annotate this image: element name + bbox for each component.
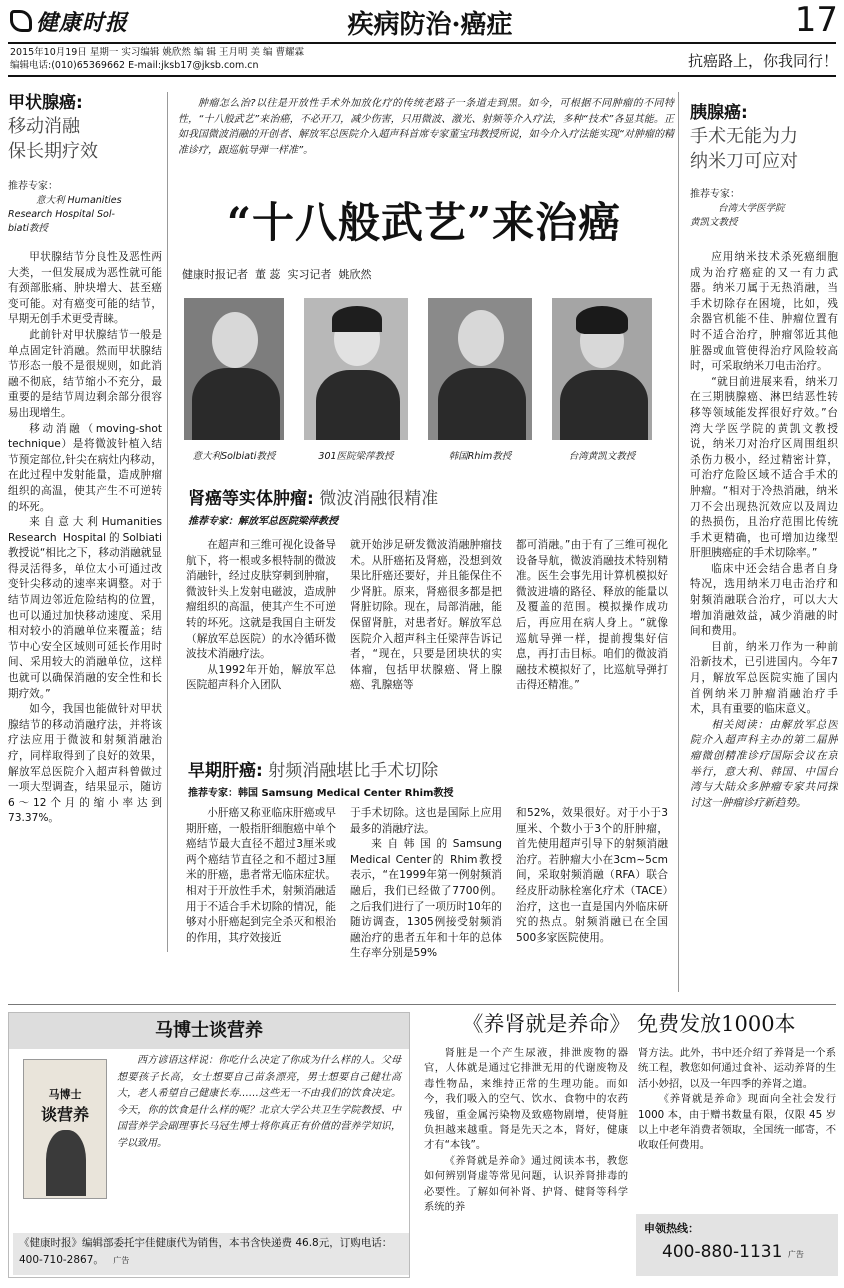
pancreas-subheading-2: 纳米刀可应对 — [690, 151, 798, 172]
paragraph: 就开始涉足研发微波消融肿瘤技术。从肝癌拓及肾癌，没想到效果比肝癌还要好，并且能保住不少肾脏。原来，肾癌很多都是把肾脏切除。现在，局部消融，能保留肾脏，对患者好。解放军总医院介入超声科主任梁萍告诉记者，“现在，只要是团块状的实体瘤，包括甲状腺癌、肾上腺癌、乳腺癌等 — [350, 539, 502, 692]
liver-heading-rest: 射频消融堪比手术切除 — [268, 761, 439, 781]
photo-caption: 台湾黄凯文教授 — [568, 451, 636, 462]
section-title: 疾病防治·癌症 — [347, 10, 513, 40]
paragraph: 来自意大利Humanities Research Hospital的Solbiati教授说“相比之下，移动消融就显得灵活得多，单位太小可通过改变针尖移动的速率来调整。对于结节周边邻近危险结构的位置，也可以通过加快移动速度、采用相对较小的消融单位来覆盖；结节中心安全区域则可延长作用时间、采用较大的消融单位，这样也就可以确保消融的安全性和长期疗效。” — [8, 516, 162, 700]
kidney-heading — [188, 484, 668, 509]
liver-col-3 — [516, 806, 668, 996]
paragraph: 《养肾就是养命》通过阅读本书，教您如何辨别肾虚等常见问题，认识养肾排毒的必要性。了解如何补肾、护肾、健肾等科学系统的养 — [424, 1154, 628, 1214]
nutrition-ad — [8, 1012, 410, 1278]
kidney-col-1 — [186, 538, 336, 748]
thyroid-expert-label: 推荐专家： — [8, 181, 58, 192]
thyroid-body — [8, 250, 162, 827]
photo-huang — [552, 298, 652, 440]
photo-caption: 韩国Rhim教授 — [448, 451, 512, 462]
paragraph: 《养肾就是养命》现面向全社会发行 1000 本，由于赠书数量有限，仅限 45 岁以上中老年消费者领取，全国统一邮寄，不收取任何费用。 — [638, 1093, 836, 1152]
hotline-phone: 400-880-1131 — [662, 1242, 783, 1262]
main-title: “十八般武艺”来治癌 — [226, 198, 622, 247]
photo-caption: 301医院梁萍教授 — [318, 451, 394, 462]
kidney-recommend: 推荐专家：解放军总医院梁萍教授 — [188, 516, 338, 527]
pancreas-expert-label: 推荐专家： — [690, 189, 740, 200]
pancreas-expert-line: 台湾大学医学院 — [718, 203, 785, 214]
paragraph: 从1992年开始，解放军总医院超声科介入团队 — [186, 663, 336, 692]
ad-mark: 广告 — [113, 1256, 130, 1265]
thyroid-expert-line: Research Hospital Sol- — [8, 209, 115, 220]
liver-heading-bold: 早期肝癌: — [188, 761, 263, 781]
pancreas-expert-line: 黄凯文教授 — [690, 217, 738, 228]
pancreas-subheading-1: 手术无能为力 — [690, 126, 798, 147]
kidney-book-title — [420, 1008, 838, 1038]
liver-heading — [188, 756, 668, 781]
photo-solbiati — [184, 298, 284, 440]
paragraph: 目前，纳米刀作为一种前沿新技术，已引进国内。今年7月，解放军总医院实施了国内首例纳米刀肿瘤消融治疗手术，具有重要的临床意义。 — [690, 640, 838, 716]
paragraph: 此前针对甲状腺结节一般是单点固定针消融。然而甲状腺结节形态一般不是很规则，如此消融不彻底，结节缩小不充分，最重要的是结节周边剩余部分很容易出现增生。 — [8, 328, 162, 419]
photo-rhim — [428, 298, 532, 440]
kidney-book-col-1 — [424, 1046, 628, 1278]
related-reading: 相关阅读：由解放军总医院介入超声科主办的第二届肿瘤微创精准诊疗国际会议在京举行，意大利、韩国、中国台湾与大陆众多肿瘤专家共同探讨这一肿瘤诊疗新趋势。 — [690, 718, 838, 809]
paragraph: 于手术切除。这也是国际上应用最多的消融疗法。 — [350, 807, 502, 835]
paragraph: 来自韩国的Samsung Medical Center的 Rhim教授表示，“在1999年第一例射频消融后，我们已经做了7700例。之后我们进行了一项历时10年的随访调查，1305例接受射频消融治疗的患者五年和十年的总体生存率分别是59% — [350, 838, 502, 960]
paragraph: 肾方法。此外，书中还介绍了养肾是一个系统工程，教您如何通过食补、运动养肾的生活小妙招，以及一年四季的养肾之道。 — [638, 1047, 836, 1090]
page-number: 17 — [794, 0, 838, 40]
edition-info: 2015年10月19日 星期一 实习编辑 姚欣然 编 辑 王月明 美 编 曹耀霖 — [10, 47, 305, 58]
book-title-line: 谈营养 — [40, 1105, 89, 1124]
logo-text: 健康时报 — [36, 9, 129, 36]
paragraph: 应用纳米技术杀死癌细胞成为治疗癌症的又一有力武器。纳米刀属于无热消融，当手术切除存在困境，比如，残余器官机能不佳、肿瘤位置有时不适合治疗，肿瘤邻近其他脏器或血管使得治疗风险较高时，可采取纳米刀电击治疗。 — [690, 251, 838, 373]
liver-col-2 — [350, 806, 502, 996]
paragraph: 都可消融。”由于有了三维可视化设备导航，微波消融技术特别精准。医生会事先用计算机模拟好微波进墙的路径、释放的能量以及覆盖的范围。模拟操作成功后，再应用在病人身上。“就像巡航导弹一样，提前搜集好信息，再打击目标。咱们的微波消融技术模拟好了，比巡航导弹打击得还精准。” — [516, 539, 668, 692]
pancreas-section — [690, 102, 838, 992]
pancreas-heading: 胰腺癌: — [690, 103, 748, 123]
book-author-photo — [46, 1130, 86, 1196]
slogan: 抗癌路上，你我同行！ — [687, 52, 838, 70]
photo-caption: 意大利Solbiati教授 — [192, 451, 276, 462]
logo — [10, 6, 160, 36]
kidney-book-title-part: 免费发放1000本 — [637, 1012, 796, 1036]
hotline-box — [636, 1214, 838, 1276]
paragraph: “就目前进展来看，纳米刀在三期胰腺癌、淋巴结恶性转移等领域能发挥很好疗效。”台湾大学医学院的黄凯文教授说，纳米刀对治疗区周围组织杀伤力极小，经过精密计算，可治疗危险区域不适合手术的肿瘤。“相对于冷热消融，纳米刀不会出现热沉效应以及周边的热损伤，且治疗范围比传统手术更精确，也可增加边缘型肝胆胰癌症的手术切除率。” — [690, 375, 838, 560]
thyroid-expert — [8, 194, 162, 236]
paragraph: 移动消融（moving-shot technique）是将微波针植入结节预定部位,针尖在病灶内移动，在此过程中发射能量，造成肿瘤组织的高温，使其产生不可逆转的坏死。 — [8, 422, 162, 513]
thyroid-heading: 甲状腺癌: — [8, 93, 83, 113]
kidney-heading-bold: 肾癌等实体肿瘤: — [188, 489, 314, 509]
photo-liang — [304, 298, 408, 440]
thyroid-expert-line: 意大利 Humanities — [36, 195, 122, 206]
book-cover — [23, 1059, 107, 1199]
book-title-line: 马博士 — [48, 1088, 82, 1101]
nutrition-text: 西方谚语这样说：你吃什么决定了你成为什么样的人。父母想要孩子长高，女士想要自己苗条漂亮，男士想要自己健壮高大，老人希望自己健康长寿……这些无一不由我们的饮食决定。今天，你的饮食是什么样的呢？北京大学公共卫生学院教授、中国营养学会副理事长马冠生博士将你真正有价值的营养学知识，学以致用。 — [117, 1055, 401, 1149]
edition-contact: 编辑电话:(010)65369662 E-mail:jksb17@jksb.com.cn — [10, 60, 259, 71]
ad-mark: 广告 — [787, 1250, 804, 1259]
kidney-book-title-part: 《养肾就是养命》 — [462, 1012, 631, 1036]
kidney-col-3 — [516, 538, 668, 748]
logo-mark-icon — [10, 10, 32, 32]
paragraph: 和52%，效果很好。对于小于3厘米、个数小于3个的肝肿瘤，首先使用超声引导下的射频消融治疗。若肿瘤大小在3cm~5cm间，采取射频消融（RFA）联合经皮肝动脉栓塞化疗术（TACE）治疗，这也一直是国内外临床研究的热点。射频消融已在全国500多家医院使用。 — [516, 807, 668, 944]
byline: 健康时报记者 董 蕊 实习记者 姚欣然 — [182, 268, 372, 281]
kidney-heading-rest: 微波消融很精准 — [319, 489, 439, 509]
thyroid-section — [8, 92, 162, 952]
paragraph: 在超声和三维可视化设备导航下，将一根或多根特制的微波消融针，经过皮肤穿刺到肿瘤，微波针头上发射电磁波，造成肿瘤组织的高温，使其产生不可逆转的坏死。这就是我国自主研发（解放军总医院）的水冷循环微波技术消融疗法。 — [186, 539, 336, 661]
paragraph: 肾脏是一个产生尿液，排泄废物的器官，人体就是通过它排泄无用的代谢废物及毒性物品，来维持正常的生理功能。而如今，我们吸入的空气、饮水、食物中的农药残留，重金属污染物及致癌物剧增，使肾脏负担越来越重。肾是先天之本，肾好，健康才有“本钱”。 — [424, 1047, 628, 1152]
masthead — [0, 0, 844, 80]
hotline-number — [662, 1242, 804, 1262]
thyroid-expert-line: biati教授 — [8, 223, 48, 234]
nutrition-footer — [13, 1233, 409, 1275]
kidney-book-ad — [420, 1008, 838, 1280]
kidney-col-2 — [350, 538, 502, 748]
liver-recommend: 推荐专家：韩国 Samsung Medical Center Rhim教授 — [188, 788, 454, 799]
paragraph: 如今，我国也能做针对甲状腺结节的移动消融疗法，并将该疗法应用于微波和射频消融治疗，同样取得到了良好的效果，解放军总医院介入超声科曾做过一项大型调查，结果显示，随访6～12个月的缩小率达到73.37%。 — [8, 703, 162, 825]
paragraph: 甲状腺结节分良性及恶性两大类，一但发展成为恶性就可能有颈部胀痛、肿块增大、甚至癌变可能。对有癌变可能的结节，早期无创手术更受青睐。 — [8, 251, 162, 326]
thyroid-subheading-2: 保长期疗效 — [8, 141, 98, 162]
liver-col-1 — [186, 806, 336, 996]
intro-paragraph: 肿瘤怎么治?以往是开放性手术外加放化疗的传统老路子一条道走到黑。如今，可根据不同肿瘤的不同特性，“十八般武艺”来治癌，不必开刀，减少伤害，只用微波、激光、射频等介入疗法，多种“技术”各显其能。正如我国微波消融的开创者、解放军总医院介入超声科首席专家董宝玮教授所说，如今介入疗法能实现“对肿瘤的精准诊疗，跟巡航导弹一样准”。 — [178, 98, 674, 156]
thyroid-subheading-1: 移动消融 — [8, 116, 80, 137]
nutrition-title: 马博士谈营养 — [9, 1013, 409, 1049]
paragraph: 小肝癌又称亚临床肝癌或早期肝癌，一般指肝细胞癌中单个癌结节最大直径不超过3厘米或两个癌结节直径之和不超过3厘米的肝癌，患者常无临床症状。相对于开放性手术，射频消融适用于不适合手术切除的情况，能够对小肝癌起到完全杀灭和根治的作用，其疗效接近 — [186, 807, 336, 944]
paragraph: 临床中还会结合患者自身特况，选用纳米刀电击治疗和射频消融联合治疗，可以大大增加消融效益，减少消融的时间和费用。 — [690, 562, 838, 638]
kidney-book-col-2 — [638, 1046, 836, 1206]
nutrition-order-text: 《健康时报》编辑部委托宇佳健康代为销售，本书含快递费 46.8元，订购电话：400-710-2867。 — [19, 1237, 393, 1266]
pancreas-body — [690, 250, 838, 811]
hotline-label: 申领热线： — [644, 1222, 699, 1235]
